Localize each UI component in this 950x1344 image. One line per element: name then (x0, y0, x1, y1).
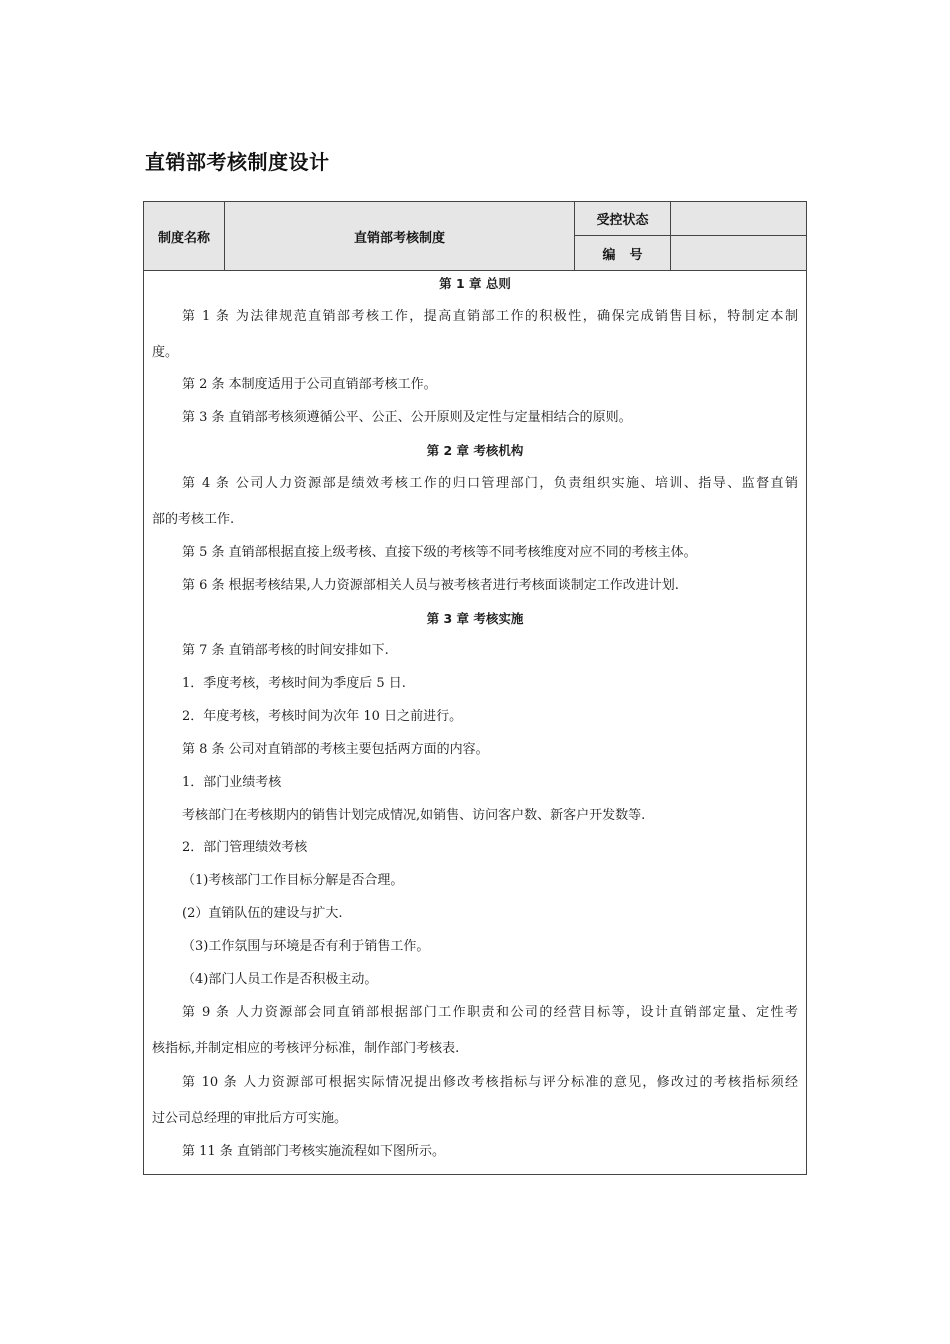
table-header (144, 202, 806, 271)
article-8-sub-2: (2）直销队伍的建设与扩大. (182, 906, 343, 921)
article-7-item-1: 1．季度考核，考核时间为季度后 5 日. (182, 676, 406, 691)
table-body (144, 271, 806, 1174)
article-2: 第 2 条 本制度适用于公司直销部考核工作。 (182, 377, 437, 392)
article-8-item-1: 1．部门业绩考核 (182, 775, 282, 790)
article-5: 第 5 条 直销部根据直接上级考核、直接下级的考核等不同考核维度对应不同的考核主体。 (182, 545, 697, 560)
article-1-line-2: 度。 (152, 345, 179, 360)
article-3: 第 3 条 直销部考核须遵循公平、公正、公开原则及定性与定量相结合的原则。 (182, 410, 632, 425)
control-status-value (671, 202, 806, 236)
regulation-name-label: 制度名称 (144, 202, 225, 270)
article-11: 第 11 条 直销部门考核实施流程如下图所示。 (182, 1144, 445, 1159)
regulation-name-value: 直销部考核制度 (225, 202, 575, 270)
article-4-line-1: 第 4 条 公司人力资源部是绩效考核工作的归口管理部门，负责组织实施、培训、指导、监督直销 (182, 476, 798, 491)
article-8-item-2: 2．部门管理绩效考核 (182, 840, 308, 855)
article-9-line-2: 核指标,并制定相应的考核评分标准，制作部门考核表. (152, 1041, 460, 1056)
article-7-item-2: 2．年度考核，考核时间为次年 10 日之前进行。 (182, 709, 463, 724)
article-8-sub-1: （1)考核部门工作目标分解是否合理。 (182, 873, 404, 888)
article-6: 第 6 条 根据考核结果,人力资源部相关人员与被考核者进行考核面谈制定工作改进计划. (182, 578, 679, 593)
regulation-table (143, 201, 807, 1175)
document-number-label: 编号 (575, 236, 671, 270)
chapter-1-title: 第 1 章 总则 (439, 276, 511, 291)
document-number-value (671, 236, 806, 270)
article-8-sub-4: （4)部门人员工作是否积极主动。 (182, 972, 378, 987)
article-8: 第 8 条 公司对直销部的考核主要包括两方面的内容。 (182, 742, 489, 757)
article-9-line-1: 第 9 条 人力资源部会同直销部根据部门工作职责和公司的经营目标等，设计直销部定量、定性考 (182, 1005, 798, 1020)
document-title: 直销部考核制度设计 (145, 150, 330, 174)
chapter-3-title: 第 3 章 考核实施 (426, 611, 524, 626)
article-10-line-2: 过公司总经理的审批后方可实施。 (152, 1111, 348, 1126)
article-7: 第 7 条 直销部考核的时间安排如下. (182, 643, 389, 658)
article-8-item-1-desc: 考核部门在考核期内的销售计划完成情况,如销售、访问客户数、新客户开发数等. (182, 808, 646, 823)
article-4-line-2: 部的考核工作. (152, 512, 235, 527)
control-status-label: 受控状态 (575, 202, 671, 236)
article-8-sub-3: （3)工作氛围与环境是否有利于销售工作。 (182, 939, 430, 954)
article-1-line-1: 第 1 条 为法律规范直销部考核工作，提高直销部工作的积极性，确保完成销售目标，特制定本制 (182, 309, 798, 324)
article-10-line-1: 第 10 条 人力资源部可根据实际情况提出修改考核指标与评分标准的意见，修改过的考核指标须经 (182, 1075, 798, 1090)
chapter-2-title: 第 2 章 考核机构 (426, 443, 524, 458)
